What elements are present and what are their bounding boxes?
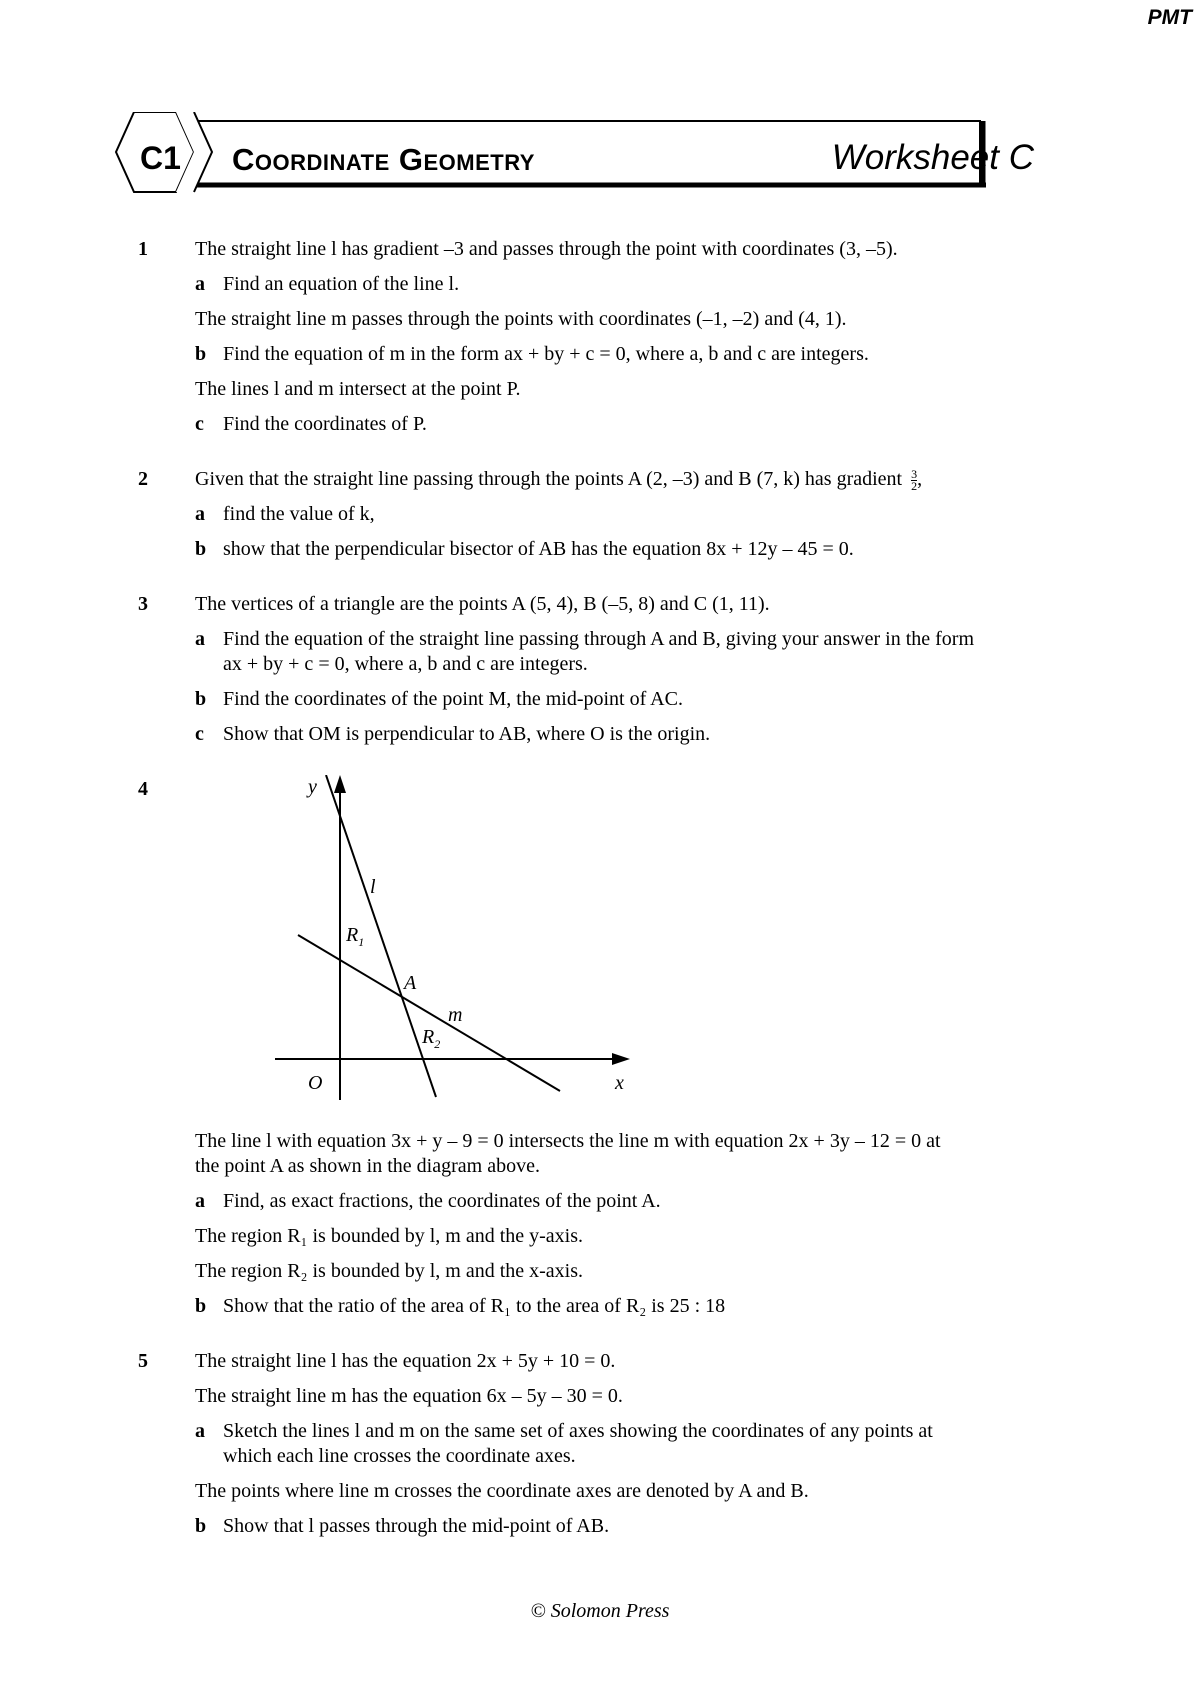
line-m-label: m bbox=[448, 1004, 463, 1026]
question-text: the point A as shown in the diagram above. bbox=[195, 1155, 540, 1177]
question-text: The region R₁ is bounded by l, m and the y-axis. bbox=[195, 1225, 584, 1247]
question-text: The straight line l has gradient –3 and passes through the point with coordinates (3, –5). bbox=[195, 238, 898, 260]
region-r2-label: $R_2$ bbox=[422, 1026, 441, 1051]
region-r1-label: $R_1$ bbox=[346, 924, 365, 949]
question-number: 5 bbox=[138, 1350, 148, 1372]
part-c: c Find the coordinates of P. bbox=[195, 413, 427, 435]
point-a-label: A bbox=[404, 972, 417, 994]
part-b: b Show that l passes through the mid-point of AB. bbox=[195, 1515, 610, 1537]
question-text: The region R₂ is bounded by l, m and the x-axis. bbox=[195, 1260, 584, 1282]
part-a: a Find, as exact fractions, the coordinates of the point A. bbox=[195, 1190, 661, 1212]
part-b: b Find the coordinates of the point M, the mid-point of AC. bbox=[195, 688, 683, 710]
worksheet-header bbox=[110, 112, 1070, 202]
question-text: The lines l and m intersect at the point P. bbox=[195, 378, 521, 400]
part-a: a Find an equation of the line l. bbox=[195, 273, 460, 295]
question-number: 1 bbox=[138, 238, 148, 260]
question-number: 2 bbox=[138, 468, 148, 490]
part-b: b Show that the ratio of the area of R₁ to the area of R₂ is 25 : 18 bbox=[195, 1295, 726, 1317]
worksheet-label: Worksheet C bbox=[831, 138, 1034, 177]
footer-copyright: © Solomon Press bbox=[530, 1600, 670, 1622]
part-a: a Sketch the lines l and m on the same set of axes showing the coordinates of any points at bbox=[195, 1420, 933, 1442]
part-a-continued: which each line crosses the coordinate axes. bbox=[223, 1445, 576, 1467]
question-text: The straight line l has the equation 2x + 5y + 10 = 0. bbox=[195, 1350, 616, 1372]
page-title: Coordinate Geometry bbox=[232, 142, 535, 177]
x-axis-arrow bbox=[612, 1053, 630, 1065]
question-number: 4 bbox=[138, 778, 148, 800]
question-text: Given that the straight line passing through the points A (2, –3) and B (7, k) has gradient $\frac{3}{2}$ , bbox=[195, 466, 923, 493]
part-b: b Find the equation of m in the form ax + by + c = 0, where a, b and c are integers. bbox=[195, 343, 869, 365]
line-m bbox=[298, 935, 560, 1091]
part-a: a find the value of k, bbox=[195, 503, 375, 525]
question-text: The line l with equation 3x + y – 9 = 0 intersects the line m with equation 2x + 3y – 12 = 0 at bbox=[195, 1130, 941, 1152]
y-axis-arrow bbox=[334, 775, 346, 793]
y-axis-label: y bbox=[308, 776, 317, 798]
part-a-continued: ax + by + c = 0, where a, b and c are integers. bbox=[223, 653, 588, 675]
line-l-label: l bbox=[370, 876, 376, 898]
part-b: b show that the perpendicular bisector of AB has the equation 8x + 12y – 45 = 0. bbox=[195, 538, 854, 560]
part-a: a Find the equation of the straight line passing through A and B, giving your answer in the form bbox=[195, 628, 975, 650]
question-number: 3 bbox=[138, 593, 148, 615]
x-axis-label: x bbox=[615, 1072, 624, 1094]
question-text: The straight line m passes through the points with coordinates (–1, –2) and (4, 1). bbox=[195, 308, 847, 330]
question-text: The vertices of a triangle are the points A (5, 4), B (–5, 8) and C (1, 11). bbox=[195, 593, 770, 615]
question-text: The points where line m crosses the coordinate axes are denoted by A and B. bbox=[195, 1480, 809, 1502]
part-c: c Show that OM is perpendicular to AB, where O is the origin. bbox=[195, 723, 711, 745]
line-diagram bbox=[260, 775, 640, 1105]
fraction: $\frac{3}{2}$ bbox=[911, 466, 918, 493]
question-text: The straight line m has the equation 6x – 5y – 30 = 0. bbox=[195, 1385, 623, 1407]
line-l bbox=[326, 775, 436, 1097]
corner-mark: PMT bbox=[1147, 6, 1192, 29]
unit-code: C1 bbox=[140, 140, 181, 176]
origin-label: O bbox=[308, 1072, 323, 1094]
